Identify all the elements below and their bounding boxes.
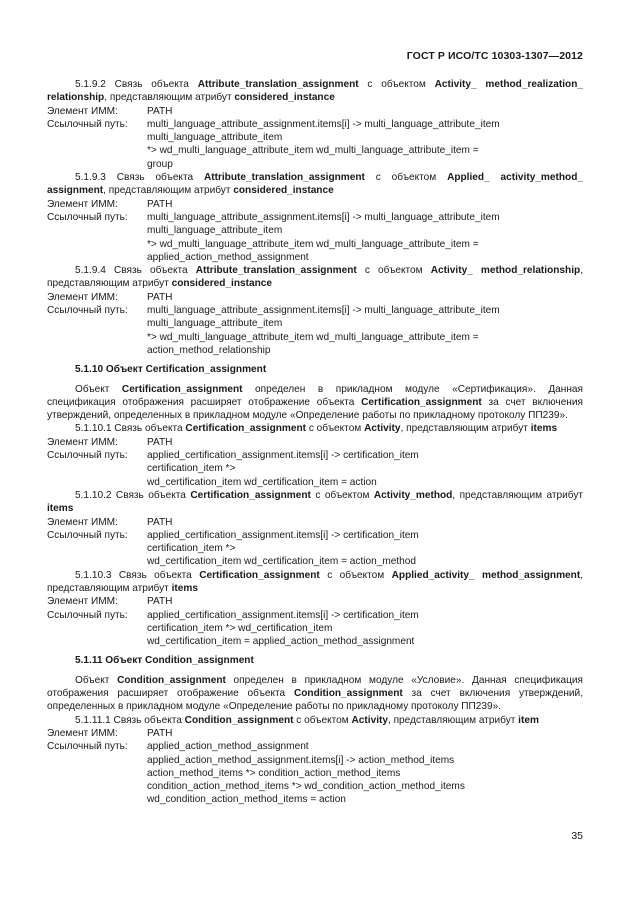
reference-path-row: Ссылочный путь: multi_language_attribute_assignment.items[i] -> multi_language_attribute_item multi_language_attribute_item *> wd_multi_language_attribute_item wd_multi_language_attribute_item = applied_action_method_assignment <box>47 211 500 263</box>
reference-path-row: Ссылочный путь: applied_certification_assignment.items[i] -> certification_item certification_item *> wd_certification_item wd_certification_item = action_method <box>47 529 419 568</box>
reference-path-row: Ссылочный путь: applied_certification_assignment.items[i] -> certification_item certification_item *> wd_certification_item wd_certification_item = applied_action_method_assignment <box>47 609 419 648</box>
page-content <box>47 78 583 807</box>
section-5-1-9-2-heading: 5.1.9.2 Связь объекта Attribute_translation_assignment с объектом Activity_ method_realization_ relationship, представляющим атрибут considered_instance <box>47 79 583 104</box>
element-row: Элемент ИММ: PATH <box>47 596 173 608</box>
reference-path-row: Ссылочный путь: multi_language_attribute_assignment.items[i] -> multi_language_attribute_item multi_language_attribute_item *> wd_multi_language_attribute_item wd_multi_language_attribute_item = group <box>47 118 500 170</box>
section-5-1-10-title: 5.1.10 Объект Certification_assignment <box>75 364 267 376</box>
document-header: ГОСТ Р ИСО/ТС 10303-1307—2012 <box>406 50 583 62</box>
section-5-1-10-2-heading: 5.1.10.2 Связь объекта Certification_assignment с объектом Activity_method, представляющим атрибут items <box>47 489 583 515</box>
element-row: Элемент ИММ: PATH <box>47 516 173 528</box>
page-number: 35 <box>571 830 583 842</box>
reference-path-row: Ссылочный путь: applied_action_method_assignment applied_action_method_assignment.items[i] -> action_method_items action_method_items *> condition_action_method_items condition_action_method_items *> wd_condition_action_method_items wd_condition_action_method_items = action <box>47 741 465 806</box>
element-row: Элемент ИММ: PATH <box>47 105 173 117</box>
element-row: Элемент ИММ: PATH <box>47 198 173 210</box>
element-row: Элемент ИММ: PATH <box>47 436 173 448</box>
section-5-1-10-intro: Объект Certification_assignment определен в прикладном модуле «Сертификация». Данная спецификация отображения расширяет отображение объекта Certification_assignment за счет включения утверждений, определенных в прикладном модуле «Определение работы по прикладному протоколу ПП239». <box>47 383 583 422</box>
element-row: Элемент ИММ: PATH <box>47 291 173 303</box>
section-5-1-10-3-heading: 5.1.10.3 Связь объекта Certification_assignment с объектом Applied_activity_ method_assignment, представляющим атрибут items <box>47 569 583 594</box>
section-5-1-11-intro: Объект Condition_assignment определен в прикладном модуле «Условие». Данная спецификация отображения расширяет отображение объекта Condition_assignment за счет включения утверждений, определенных в прикладном модуле «Определение работы по прикладному протоколу ПП239». <box>47 674 584 713</box>
reference-path-row: Ссылочный путь: applied_certification_assignment.items[i] -> certification_item certification_item *> wd_certification_item wd_certification_item = action <box>47 450 419 488</box>
section-5-1-9-3-heading: 5.1.9.3 Связь объекта Attribute_translation_assignment с объектом Applied_ activity_method_ assignment, представляющим атрибут considered_instance <box>47 172 583 197</box>
section-5-1-9-4-heading: 5.1.9.4 Связь объекта Attribute_translation_assignment с объектом Activity_ method_relationship, представляющим атрибут considered_instance <box>47 265 583 290</box>
section-5-1-11-1-heading: 5.1.11.1 Связь объекта Condition_assignment с объектом Activity, представляющим атрибут item <box>75 714 539 726</box>
element-row: Элемент ИММ: PATH <box>47 727 173 739</box>
section-5-1-10-1-heading: 5.1.10.1 Связь объекта Certification_assignment с объектом Activity, представляющим атрибут items <box>75 423 558 435</box>
reference-path-row: Ссылочный путь: multi_language_attribute_assignment.items[i] -> multi_language_attribute_item multi_language_attribute_item *> wd_multi_language_attribute_item wd_multi_language_attribute_item = action_method_relationship <box>47 305 500 356</box>
section-5-1-11-title: 5.1.11 Объект Condition_assignment <box>75 655 254 667</box>
